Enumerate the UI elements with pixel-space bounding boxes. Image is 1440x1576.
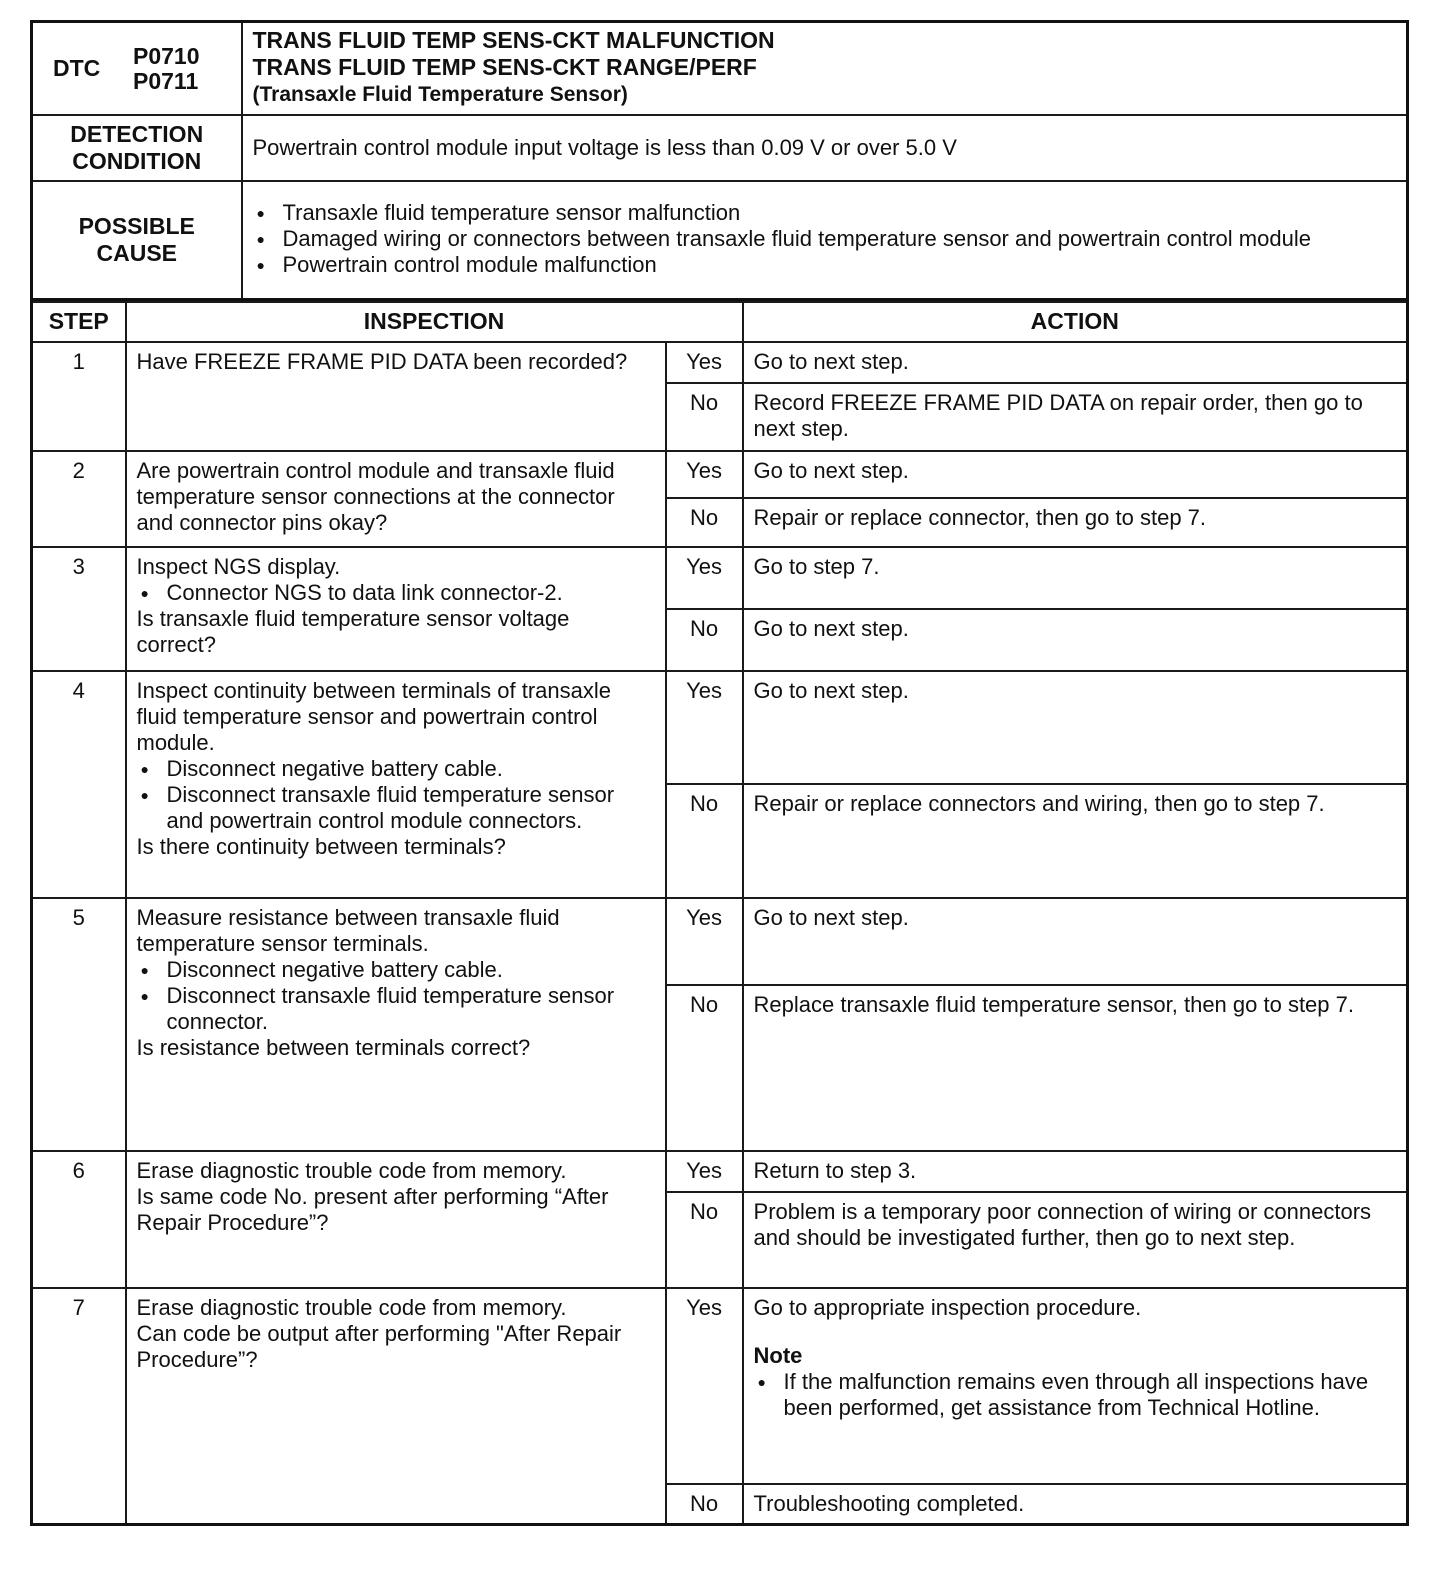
col-header-action: ACTION bbox=[743, 302, 1408, 342]
detection-condition-label bbox=[32, 115, 242, 181]
yes-label: Yes bbox=[666, 1288, 743, 1484]
possible-cause-list-cell bbox=[242, 181, 1408, 299]
no-label: No bbox=[666, 985, 743, 1151]
yes-label: Yes bbox=[666, 1151, 743, 1192]
inspection-question: Is same code No. present after performing “After Repair Procedure”? bbox=[136, 1183, 609, 1235]
note-title: Note bbox=[753, 1342, 803, 1368]
dtc-header-table bbox=[30, 20, 1409, 301]
list-item: ● Connector NGS to data link connector-2. bbox=[137, 580, 655, 606]
yes-action: Return to step 3. bbox=[743, 1151, 1408, 1192]
dtc-title-cell bbox=[242, 22, 1408, 116]
step-number: 1 bbox=[32, 342, 126, 451]
dtc-label: DTC bbox=[53, 55, 101, 81]
list-item: ● Disconnect negative battery cable. bbox=[137, 756, 655, 782]
steps-table bbox=[30, 301, 1409, 1526]
inspection-question: Can code be output after performing "After Repair Procedure”? bbox=[136, 1320, 622, 1372]
step-inspection: Are powertrain control module and transaxle fluid temperature sensor connections at the connector and connector pins okay? bbox=[126, 451, 666, 547]
no-label: No bbox=[666, 1484, 743, 1525]
action-text: Go to appropriate inspection procedure. bbox=[753, 1294, 1142, 1320]
step-number: 4 bbox=[32, 671, 126, 898]
inspection-question: Is there continuity between terminals? bbox=[136, 833, 506, 859]
dtc-code: P0711 bbox=[133, 67, 199, 94]
step-inspection bbox=[126, 1288, 666, 1525]
table-row bbox=[32, 342, 1408, 383]
table-row bbox=[32, 1151, 1408, 1192]
yes-action: Go to next step. bbox=[743, 451, 1408, 498]
yes-action: Go to next step. bbox=[743, 342, 1408, 383]
step-inspection bbox=[126, 547, 666, 671]
yes-action: Go to step 7. bbox=[743, 547, 1408, 609]
detection-condition-text: Powertrain control module input voltage is less than 0.09 V or over 5.0 V bbox=[242, 115, 1408, 181]
inspection-text: Erase diagnostic trouble code from memory. bbox=[136, 1157, 567, 1183]
no-action: Problem is a temporary poor connection of wiring or connectors and should be investigated further, then go to next step. bbox=[743, 1192, 1408, 1288]
yes-label: Yes bbox=[666, 547, 743, 609]
inspection-text: Measure resistance between transaxle fluid temperature sensor terminals. bbox=[136, 904, 560, 956]
table-row bbox=[32, 898, 1408, 985]
list-item: ● Disconnect transaxle fluid temperature sensor connector. bbox=[137, 983, 655, 1035]
list-item: ● Disconnect negative battery cable. bbox=[137, 957, 655, 983]
no-action: Replace transaxle fluid temperature sensor, then go to step 7. bbox=[743, 985, 1408, 1151]
table-row bbox=[32, 671, 1408, 784]
no-action: Troubleshooting completed. bbox=[743, 1484, 1408, 1525]
no-label: No bbox=[666, 383, 743, 451]
col-header-step: STEP bbox=[32, 302, 126, 342]
step-number: 6 bbox=[32, 1151, 126, 1288]
inspection-text: Inspect NGS display. bbox=[136, 553, 341, 579]
no-action: Go to next step. bbox=[743, 609, 1408, 671]
dtc-code-cell bbox=[32, 22, 242, 116]
note-item: ● If the malfunction remains even through all inspections have been performed, get assistance from Technical Hotline. bbox=[754, 1369, 1397, 1421]
yes-label: Yes bbox=[666, 451, 743, 498]
inspection-text: Inspect continuity between terminals of transaxle fluid temperature sensor and powertrain control module. bbox=[136, 677, 611, 755]
no-action: Repair or replace connector, then go to step 7. bbox=[743, 498, 1408, 547]
table-row bbox=[32, 1288, 1408, 1484]
possible-cause-list bbox=[243, 196, 1407, 284]
dtc-code: P0710 bbox=[133, 42, 200, 69]
step-inspection bbox=[126, 898, 666, 1151]
yes-action bbox=[743, 1288, 1408, 1484]
step-inspection bbox=[126, 1151, 666, 1288]
list-item: ● Disconnect transaxle fluid temperature sensor and powertrain control module connectors. bbox=[137, 782, 655, 834]
no-action: Record FREEZE FRAME PID DATA on repair order, then go to next step. bbox=[743, 383, 1408, 451]
list-item: ● Powertrain control module malfunction bbox=[253, 252, 1397, 278]
yes-action: Go to next step. bbox=[743, 898, 1408, 985]
no-label: No bbox=[666, 1192, 743, 1288]
detection-label-line: DETECTION bbox=[70, 121, 204, 147]
inspection-text: Erase diagnostic trouble code from memory. bbox=[136, 1294, 567, 1320]
dtc-title-line: TRANS FLUID TEMP SENS-CKT RANGE/PERF bbox=[252, 54, 757, 80]
possible-cause-label bbox=[32, 181, 242, 299]
yes-label: Yes bbox=[666, 342, 743, 383]
step-inspection bbox=[126, 671, 666, 898]
no-label: No bbox=[666, 784, 743, 898]
inspection-question: Is transaxle fluid temperature sensor voltage correct? bbox=[136, 605, 570, 657]
step-number: 2 bbox=[32, 451, 126, 547]
no-label: No bbox=[666, 498, 743, 547]
list-item: ● Damaged wiring or connectors between transaxle fluid temperature sensor and powertrain control module bbox=[253, 226, 1397, 252]
step-inspection: Have FREEZE FRAME PID DATA been recorded? bbox=[126, 342, 666, 451]
yes-label: Yes bbox=[666, 898, 743, 985]
inspection-question: Is resistance between terminals correct? bbox=[136, 1034, 531, 1060]
dtc-sheet bbox=[30, 20, 1406, 1526]
cause-label-line: CAUSE bbox=[96, 239, 177, 266]
detection-label-line: CONDITION bbox=[72, 148, 202, 174]
table-row bbox=[32, 451, 1408, 498]
cause-label-line: POSSIBLE bbox=[78, 212, 195, 239]
step-number: 3 bbox=[32, 547, 126, 671]
step-number: 5 bbox=[32, 898, 126, 1151]
col-header-inspection: INSPECTION bbox=[126, 302, 743, 342]
no-label: No bbox=[666, 609, 743, 671]
yes-action: Go to next step. bbox=[743, 671, 1408, 784]
list-item: ● Transaxle fluid temperature sensor malfunction bbox=[253, 200, 1397, 226]
no-action: Repair or replace connectors and wiring, then go to step 7. bbox=[743, 784, 1408, 898]
table-row bbox=[32, 547, 1408, 609]
dtc-title-line: TRANS FLUID TEMP SENS-CKT MALFUNCTION bbox=[252, 27, 775, 53]
yes-label: Yes bbox=[666, 671, 743, 784]
step-number: 7 bbox=[32, 1288, 126, 1525]
dtc-title-subtitle: (Transaxle Fluid Temperature Sensor) bbox=[252, 83, 628, 106]
